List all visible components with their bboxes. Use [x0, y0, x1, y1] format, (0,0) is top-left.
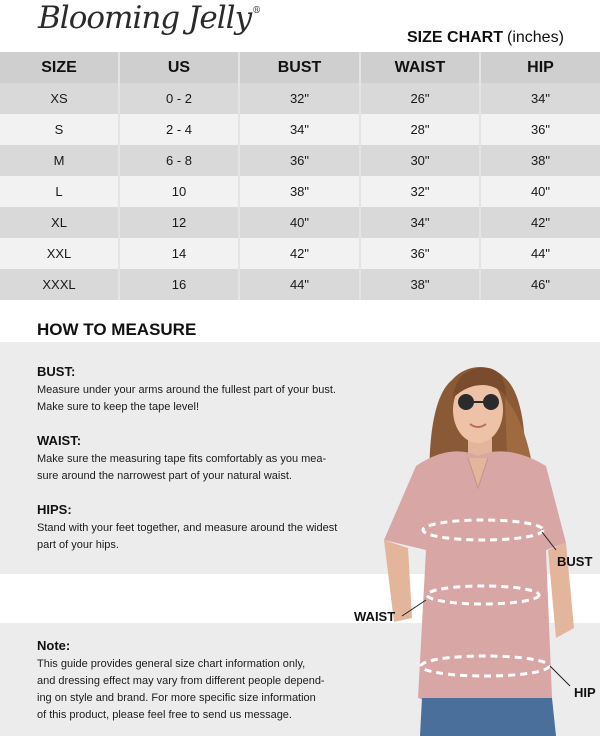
note-text-line-2: and dressing effect may vary from different people depend-: [37, 675, 325, 687]
hips-instructions: [37, 502, 357, 554]
cell-hip: 46": [480, 269, 600, 300]
cell-bust: 38": [239, 176, 360, 207]
hips-heading: HIPS:: [37, 502, 72, 517]
cell-us: 12: [119, 207, 239, 238]
header-hip: HIP: [480, 52, 600, 83]
blouse: [384, 451, 566, 707]
cell-us: 10: [119, 176, 239, 207]
cell-bust: 44": [239, 269, 360, 300]
bust-label: BUST: [557, 554, 593, 569]
cell-waist: 26": [360, 83, 480, 114]
cell-waist: 38": [360, 269, 480, 300]
hip-label: HIP: [574, 685, 596, 700]
jeans: [420, 698, 556, 736]
waist-text-line-1: Make sure the measuring tape fits comfortably as you mea-: [37, 453, 327, 465]
cell-size: L: [0, 176, 119, 207]
cell-hip: 36": [480, 114, 600, 145]
table-row: [0, 176, 600, 207]
size-chart-header-row: [0, 52, 600, 83]
how-to-measure-title: HOW TO MEASURE: [37, 320, 197, 339]
cell-waist: 30": [360, 145, 480, 176]
cell-bust: 32": [239, 83, 360, 114]
size-chart-table: [0, 52, 600, 300]
brand-logo: [38, 0, 260, 36]
cell-bust: 40": [239, 207, 360, 238]
table-row: [0, 207, 600, 238]
cell-bust: 34": [239, 114, 360, 145]
cell-waist: 32": [360, 176, 480, 207]
cell-us: 14: [119, 238, 239, 269]
cell-bust: 36": [239, 145, 360, 176]
cell-us: 2 - 4: [119, 114, 239, 145]
waist-text-line-2: sure around the narrowest part of your natural waist.: [37, 470, 292, 482]
waist-heading: WAIST:: [37, 433, 82, 448]
bust-text-line-1: Measure under your arms around the fullest part of your bust.: [37, 384, 336, 396]
waist-instructions: [37, 433, 357, 485]
table-row: [0, 83, 600, 114]
cell-size: M: [0, 145, 119, 176]
cell-size: S: [0, 114, 119, 145]
hip-pointer: [550, 666, 570, 686]
cell-waist: 36": [360, 238, 480, 269]
header-waist: WAIST: [360, 52, 480, 83]
cell-hip: 40": [480, 176, 600, 207]
header-size: SIZE: [0, 52, 119, 83]
cell-bust: 42": [239, 238, 360, 269]
cell-hip: 34": [480, 83, 600, 114]
waist-label: WAIST: [354, 609, 396, 624]
bust-heading: BUST:: [37, 364, 76, 379]
hips-text-line-2: part of your hips.: [37, 539, 119, 551]
brand-logo-text: Blooming Jelly: [38, 0, 252, 36]
model-figure: [354, 338, 600, 736]
cell-us: 6 - 8: [119, 145, 239, 176]
cell-waist: 34": [360, 207, 480, 238]
note-text-line-3: ing on style and brand. For more specific size information: [37, 692, 316, 704]
cell-us: 0 - 2: [119, 83, 239, 114]
cell-hip: 42": [480, 207, 600, 238]
note-block: [37, 638, 357, 724]
table-row: [0, 238, 600, 269]
cell-size: XS: [0, 83, 119, 114]
note-text-line-4: of this product, please feel free to send us message.: [37, 709, 292, 721]
table-row: [0, 114, 600, 145]
cell-size: XL: [0, 207, 119, 238]
header-bust: BUST: [239, 52, 360, 83]
cell-waist: 28": [360, 114, 480, 145]
bust-text-line-2: Make sure to keep the tape level!: [37, 401, 200, 413]
table-row: [0, 269, 600, 300]
cell-size: XXXL: [0, 269, 119, 300]
table-row: [0, 145, 600, 176]
cell-hip: 38": [480, 145, 600, 176]
size-chart-title-text: SIZE CHART: [407, 29, 503, 46]
cell-hip: 44": [480, 238, 600, 269]
registered-mark: ®: [252, 6, 261, 16]
size-chart-title: [407, 29, 564, 47]
cell-us: 16: [119, 269, 239, 300]
cell-size: XXL: [0, 238, 119, 269]
header-us: US: [119, 52, 239, 83]
note-heading: Note:: [37, 638, 71, 653]
size-chart-unit: (inches): [507, 29, 564, 46]
note-text-line-1: This guide provides general size chart information only,: [37, 658, 306, 670]
model-illustration: [360, 338, 600, 736]
hips-text-line-1: Stand with your feet together, and measure around the widest: [37, 522, 338, 534]
bust-instructions: [37, 364, 357, 416]
